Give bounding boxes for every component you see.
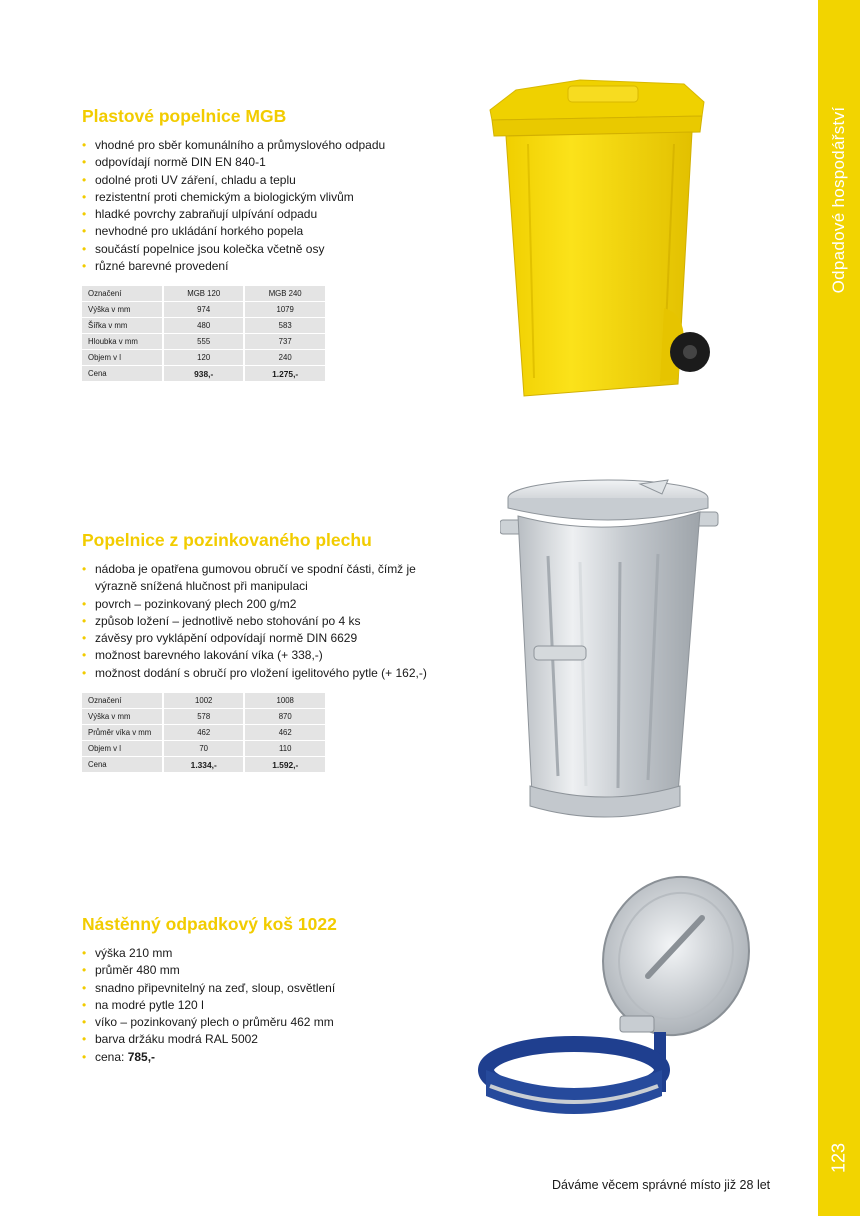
list-item: • barva držáku modrá RAL 5002: [82, 1031, 442, 1048]
table-row: [82, 318, 325, 333]
table-row-price: [82, 366, 325, 381]
table-cell: 870: [243, 709, 325, 724]
table-cell: 583: [243, 318, 325, 333]
table-cell: 578: [162, 709, 244, 724]
list-item: • průměr 480 mm: [82, 962, 442, 979]
table-cell: Označení: [82, 693, 162, 708]
section-wall-bin: [82, 914, 442, 1066]
table-row-price: [82, 757, 325, 772]
table-row: [82, 693, 325, 708]
list-item: • vhodné pro sběr komunálního a průmyslového odpadu: [82, 137, 442, 154]
table-cell: MGB 120: [162, 286, 243, 301]
list-item: • rezistentní proti chemickým a biologickým vlivům: [82, 189, 442, 206]
wall-bin-image: [470, 856, 762, 1146]
section-title: Nástěnný odpadkový koš 1022: [82, 914, 337, 934]
list-item: • hladké povrchy zabraňují ulpívání odpadu: [82, 206, 442, 223]
table-cell: 1002: [162, 693, 244, 708]
list-item: • snadno připevnitelný na zeď, sloup, osvětlení: [82, 980, 442, 997]
table-row: [82, 350, 325, 365]
spec-table: [82, 285, 325, 382]
table-cell: 240: [243, 350, 325, 365]
table-cell: Označení: [82, 286, 162, 301]
table-cell: 737: [243, 334, 325, 349]
table-cell: 462: [162, 725, 244, 740]
feature-list: [82, 137, 442, 275]
list-item: • odolné proti UV záření, chladu a teplu: [82, 172, 442, 189]
list-item: • součástí popelnice jsou kolečka včetně osy: [82, 241, 442, 258]
table-cell: Cena: [82, 366, 162, 381]
table-cell: Průměr víka v mm: [82, 725, 162, 740]
plastic-bin-image: [488, 78, 713, 400]
sidebar-title-text: Odpadové hospodářství: [829, 106, 848, 294]
page-number-text: 123: [828, 1142, 849, 1174]
list-item: • různé barevné provedení: [82, 258, 442, 275]
table-cell: Objem v l: [82, 741, 162, 756]
list-item: • povrch – pozinkovaný plech 200 g/m2: [82, 596, 442, 613]
table-cell: Objem v l: [82, 350, 162, 365]
table-row: [82, 725, 325, 740]
section-galvanized-bins: [82, 530, 442, 773]
list-item: • způsob ložení – jednotlivě nebo stohování po 4 ks: [82, 613, 442, 630]
price-label: cena:: [95, 1049, 128, 1064]
price-value: 785,-: [127, 1049, 156, 1064]
table-cell: 1008: [243, 693, 325, 708]
table-row: [82, 302, 325, 317]
list-item: • možnost barevného lakování víka (+ 338,-): [82, 647, 442, 664]
list-item: • nádoba je opatřena gumovou obručí ve spodní části, čímž je výrazně snížená hlučnost při manipulaci: [82, 561, 442, 596]
footer-tagline: [552, 1178, 770, 1192]
list-item: • možnost dodání s obručí pro vložení igelitového pytle (+ 162,-): [82, 665, 442, 682]
table-cell: 1.592,-: [243, 757, 325, 772]
list-item: • výška 210 mm: [82, 945, 442, 962]
list-item: • nevhodné pro ukládání horkého popela: [82, 223, 442, 240]
sidebar-title: [818, 0, 860, 1216]
table-cell: Šířka v mm: [82, 318, 162, 333]
table-row: [82, 286, 325, 301]
table-cell: Cena: [82, 757, 162, 772]
table-cell: 1079: [243, 302, 325, 317]
feature-list: [82, 945, 442, 1066]
section-plastic-bins: [82, 106, 442, 382]
list-item: • na modré pytle 120 l: [82, 997, 442, 1014]
spec-table: [82, 692, 325, 773]
table-cell: MGB 240: [243, 286, 325, 301]
list-item: [82, 1049, 442, 1066]
table-cell: Výška v mm: [82, 709, 162, 724]
table-cell: 462: [243, 725, 325, 740]
list-item: • závěsy pro vyklápění odpovídají normě DIN 6629: [82, 630, 442, 647]
list-item: • odpovídají normě DIN EN 840-1: [82, 154, 442, 171]
table-cell: Hloubka v mm: [82, 334, 162, 349]
table-cell: 70: [162, 741, 244, 756]
table-row: [82, 334, 325, 349]
section-title: Plastové popelnice MGB: [82, 106, 287, 126]
table-cell: 938,-: [162, 366, 243, 381]
section-title: Popelnice z pozinkovaného plechu: [82, 530, 372, 550]
table-cell: Výška v mm: [82, 302, 162, 317]
list-item: • víko – pozinkovaný plech o průměru 462 mm: [82, 1014, 442, 1031]
table-row: [82, 741, 325, 756]
table-cell: 1.275,-: [243, 366, 325, 381]
footer-text: Dáváme věcem správné místo již 28 let: [552, 1178, 771, 1192]
galvanized-bin-image: [500, 476, 722, 830]
table-cell: 974: [162, 302, 243, 317]
table-cell: 480: [162, 318, 243, 333]
table-cell: 120: [162, 350, 243, 365]
feature-list: [82, 561, 442, 682]
table-cell: 555: [162, 334, 243, 349]
table-cell: 110: [243, 741, 325, 756]
table-cell: 1.334,-: [162, 757, 244, 772]
table-row: [82, 709, 325, 724]
